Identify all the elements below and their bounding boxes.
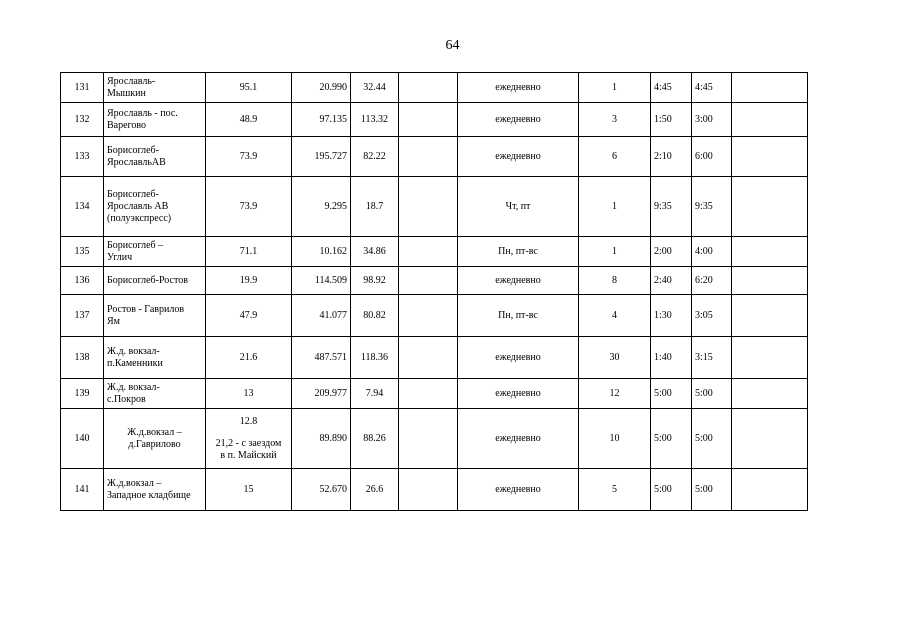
route-name-cell: [104, 379, 206, 409]
empty-cell: [399, 137, 458, 177]
table-row: [61, 73, 808, 103]
route-length-text: 19.9: [239, 274, 258, 286]
route-number-cell: [61, 73, 104, 103]
route-time2-text: 4:45: [695, 81, 713, 93]
empty-cell: [399, 103, 458, 137]
extra-cell: [732, 103, 808, 137]
route-number-cell: [61, 379, 104, 409]
route-days-text: Пн, пт-вс: [498, 245, 538, 257]
route-time1-cell: [651, 295, 692, 337]
route-number-cell: [61, 103, 104, 137]
route-length-note: 21,2 - с заездом в п. Майский: [215, 437, 282, 461]
route-number-cell: [61, 267, 104, 295]
table-row: [61, 237, 808, 267]
route-cost-text: 7.94: [365, 387, 384, 399]
route-value-cell: [292, 73, 351, 103]
route-days-text: ежедневно: [495, 351, 541, 363]
route-name-cell: [104, 469, 206, 511]
route-name-cell: [104, 177, 206, 237]
empty-cell: [399, 73, 458, 103]
route-name-cell: [104, 409, 206, 469]
route-number-cell: [61, 409, 104, 469]
route-name-cell: [104, 337, 206, 379]
route-days-cell: [458, 73, 579, 103]
route-time2-text: 3:00: [695, 113, 713, 125]
page-number: 64: [445, 38, 460, 53]
route-trips-cell: [579, 103, 651, 137]
routes-table-body: [61, 73, 808, 511]
route-cost-cell: [351, 469, 399, 511]
route-length-text: 71.1: [239, 245, 258, 257]
route-time1-cell: [651, 409, 692, 469]
route-time2-cell: [692, 267, 732, 295]
route-name-text: Ж.д.вокзал – Западное кладбище: [107, 477, 191, 501]
route-length-cell: [206, 103, 292, 137]
route-cost-cell: [351, 177, 399, 237]
route-time1-text: 2:40: [654, 274, 672, 286]
route-value-text: 20.990: [319, 81, 347, 93]
route-name-text: Борисоглеб – Углич: [107, 239, 164, 263]
empty-cell: [399, 379, 458, 409]
route-number-text: 131: [74, 81, 90, 93]
route-name-cell: [104, 267, 206, 295]
table-row: [61, 409, 808, 469]
route-time2-text: 6:00: [695, 150, 713, 162]
route-time1-cell: [651, 137, 692, 177]
route-length-cell: [206, 73, 292, 103]
route-trips-cell: [579, 337, 651, 379]
route-time1-text: 5:00: [654, 387, 672, 399]
route-days-text: ежедневно: [495, 432, 541, 444]
extra-cell: [732, 295, 808, 337]
route-cost-cell: [351, 237, 399, 267]
route-name-cell: [104, 237, 206, 267]
route-trips-cell: [579, 237, 651, 267]
route-number-cell: [61, 137, 104, 177]
route-number-text: 132: [74, 113, 90, 125]
empty-cell: [399, 267, 458, 295]
route-time2-text: 5:00: [695, 483, 713, 495]
route-cost-cell: [351, 267, 399, 295]
empty-cell: [399, 295, 458, 337]
route-time1-cell: [651, 337, 692, 379]
route-days-text: Пн, пт-вс: [498, 309, 538, 321]
route-time1-text: 1:30: [654, 309, 672, 321]
route-number-cell: [61, 469, 104, 511]
route-time2-cell: [692, 73, 732, 103]
route-time1-cell: [651, 237, 692, 267]
table-row: [61, 137, 808, 177]
route-cost-text: 88.26: [363, 432, 386, 444]
route-number-cell: [61, 177, 104, 237]
route-days-text: ежедневно: [495, 113, 541, 125]
route-value-text: 52.670: [319, 483, 347, 495]
route-time2-text: 6:20: [695, 274, 713, 286]
route-time1-cell: [651, 379, 692, 409]
route-trips-text: 1: [612, 200, 617, 212]
table-row: [61, 469, 808, 511]
route-days-cell: [458, 137, 579, 177]
extra-cell: [732, 337, 808, 379]
route-value-cell: [292, 103, 351, 137]
empty-cell: [399, 469, 458, 511]
table-row: [61, 295, 808, 337]
route-days-cell: [458, 103, 579, 137]
route-time2-cell: [692, 177, 732, 237]
route-days-cell: [458, 237, 579, 267]
route-time2-cell: [692, 103, 732, 137]
route-time1-cell: [651, 469, 692, 511]
route-days-text: ежедневно: [495, 483, 541, 495]
route-name-text: Ярославль- Мышкин: [107, 75, 156, 99]
empty-cell: [399, 177, 458, 237]
route-value-cell: [292, 267, 351, 295]
route-value-text: 10.162: [319, 245, 347, 257]
route-trips-cell: [579, 295, 651, 337]
route-time1-text: 5:00: [654, 483, 672, 495]
route-days-text: ежедневно: [495, 387, 541, 399]
route-trips-text: 1: [612, 81, 617, 93]
route-days-cell: [458, 409, 579, 469]
route-name-cell: [104, 295, 206, 337]
extra-cell: [732, 409, 808, 469]
route-time1-text: 1:50: [654, 113, 672, 125]
route-trips-text: 5: [612, 483, 617, 495]
empty-cell: [399, 337, 458, 379]
route-value-cell: [292, 237, 351, 267]
extra-cell: [732, 469, 808, 511]
route-name-text: Ж.д.вокзал – д.Гаврилово: [127, 426, 182, 450]
route-number-text: 136: [74, 274, 90, 286]
route-cost-text: 18.7: [365, 200, 384, 212]
route-length-value: 12.8: [239, 415, 258, 427]
route-cost-cell: [351, 137, 399, 177]
route-value-cell: [292, 379, 351, 409]
route-name-cell: [104, 103, 206, 137]
route-time2-text: 3:15: [695, 351, 713, 363]
route-time2-cell: [692, 379, 732, 409]
route-time1-cell: [651, 177, 692, 237]
route-value-text: 97.135: [319, 113, 347, 125]
route-days-cell: [458, 469, 579, 511]
route-time1-cell: [651, 267, 692, 295]
route-time1-text: 2:10: [654, 150, 672, 162]
route-time2-cell: [692, 409, 732, 469]
route-length-text: 73.9: [239, 150, 258, 162]
table-row: [61, 103, 808, 137]
route-cost-text: 34.86: [363, 245, 386, 257]
route-time2-cell: [692, 337, 732, 379]
route-time2-cell: [692, 469, 732, 511]
empty-cell: [399, 409, 458, 469]
route-name-cell: [104, 137, 206, 177]
route-days-text: ежедневно: [495, 81, 541, 93]
route-days-text: Чт, пт: [505, 200, 531, 212]
route-length-text: 15: [243, 483, 254, 495]
route-value-cell: [292, 177, 351, 237]
route-name-text: Ярославль - пос. Варегово: [107, 107, 178, 131]
route-cost-cell: [351, 337, 399, 379]
route-name-text: Ж.д. вокзал- п.Каменники: [107, 345, 163, 369]
routes-table: [60, 72, 808, 511]
route-length-text: 13: [243, 387, 254, 399]
route-cost-cell: [351, 73, 399, 103]
table-row: [61, 379, 808, 409]
route-value-cell: [292, 337, 351, 379]
route-length-cell: [206, 237, 292, 267]
extra-cell: [732, 237, 808, 267]
route-trips-text: 8: [612, 274, 617, 286]
route-value-cell: [292, 137, 351, 177]
route-trips-cell: [579, 73, 651, 103]
route-number-cell: [61, 337, 104, 379]
route-cost-text: 118.36: [360, 351, 389, 363]
route-time1-text: 4:45: [654, 81, 672, 93]
route-value-text: 89.890: [319, 432, 347, 444]
route-days-cell: [458, 177, 579, 237]
route-cost-text: 82.22: [363, 150, 386, 162]
route-time2-cell: [692, 137, 732, 177]
route-value-cell: [292, 295, 351, 337]
route-trips-text: 12: [609, 387, 620, 399]
route-cost-cell: [351, 295, 399, 337]
table-row: [61, 267, 808, 295]
route-days-cell: [458, 379, 579, 409]
route-length-text: 21.6: [239, 351, 258, 363]
route-length-cell: [206, 409, 292, 469]
route-time1-cell: [651, 103, 692, 137]
route-length-cell: [206, 267, 292, 295]
route-name-cell: [104, 73, 206, 103]
route-trips-text: 3: [612, 113, 617, 125]
route-time1-text: 2:00: [654, 245, 672, 257]
route-number-text: 141: [74, 483, 90, 495]
route-cost-text: 113.32: [360, 113, 389, 125]
route-cost-cell: [351, 409, 399, 469]
route-value-text: 487.571: [314, 351, 347, 363]
route-length-cell: [206, 137, 292, 177]
route-number-text: 133: [74, 150, 90, 162]
route-number-text: 137: [74, 309, 90, 321]
route-time1-text: 9:35: [654, 200, 672, 212]
route-trips-text: 1: [612, 245, 617, 257]
route-length-cell: [206, 379, 292, 409]
route-name-text: Борисоглеб- Ярославль АВ (полуэкспресс): [107, 188, 172, 224]
extra-cell: [732, 267, 808, 295]
route-value-text: 114.509: [314, 274, 347, 286]
route-time2-cell: [692, 295, 732, 337]
route-trips-cell: [579, 469, 651, 511]
route-number-text: 135: [74, 245, 90, 257]
route-number-text: 138: [74, 351, 90, 363]
empty-cell: [399, 237, 458, 267]
route-days-cell: [458, 337, 579, 379]
extra-cell: [732, 379, 808, 409]
route-days-text: ежедневно: [495, 150, 541, 162]
route-days-cell: [458, 267, 579, 295]
route-trips-cell: [579, 267, 651, 295]
route-number-text: 140: [74, 432, 90, 444]
route-cost-text: 32.44: [363, 81, 386, 93]
route-number-cell: [61, 295, 104, 337]
route-trips-cell: [579, 137, 651, 177]
route-trips-text: 10: [609, 432, 620, 444]
route-cost-text: 80.82: [363, 309, 386, 321]
route-length-cell: [206, 295, 292, 337]
route-trips-text: 6: [612, 150, 617, 162]
route-length-cell: [206, 337, 292, 379]
route-time2-text: 5:00: [695, 387, 713, 399]
route-value-text: 41.077: [319, 309, 347, 321]
route-name-text: Борисоглеб- ЯрославльАВ: [107, 144, 166, 168]
extra-cell: [732, 137, 808, 177]
extra-cell: [732, 177, 808, 237]
route-time1-cell: [651, 73, 692, 103]
route-name-text: Ж.д. вокзал- с.Покров: [107, 381, 160, 405]
route-time2-text: 5:00: [695, 432, 713, 444]
route-length-text: 95.1: [239, 81, 258, 93]
route-length-cell: [206, 469, 292, 511]
route-value-cell: [292, 409, 351, 469]
extra-cell: [732, 73, 808, 103]
route-days-text: ежедневно: [495, 274, 541, 286]
route-trips-text: 4: [612, 309, 617, 321]
route-value-text: 195.727: [314, 150, 347, 162]
route-name-text: Борисоглеб-Ростов: [107, 274, 188, 286]
route-time1-text: 5:00: [654, 432, 672, 444]
route-number-text: 134: [74, 200, 90, 212]
route-time1-text: 1:40: [654, 351, 672, 363]
route-cost-text: 26.6: [365, 483, 384, 495]
route-trips-cell: [579, 409, 651, 469]
route-length-text: 47.9: [239, 309, 258, 321]
route-time2-text: 3:05: [695, 309, 713, 321]
route-name-text: Ростов - Гаврилов Ям: [107, 303, 185, 327]
route-number-cell: [61, 237, 104, 267]
route-time2-cell: [692, 237, 732, 267]
route-value-text: 209.977: [314, 387, 347, 399]
route-length-text: 73.9: [239, 200, 258, 212]
route-length-cell: [206, 177, 292, 237]
route-number-text: 139: [74, 387, 90, 399]
route-value-cell: [292, 469, 351, 511]
route-value-text: 9.295: [324, 200, 347, 212]
route-cost-cell: [351, 103, 399, 137]
route-length-text: 48.9: [239, 113, 258, 125]
route-trips-cell: [579, 379, 651, 409]
route-trips-text: 30: [609, 351, 620, 363]
route-time2-text: 4:00: [695, 245, 713, 257]
route-trips-cell: [579, 177, 651, 237]
route-cost-text: 98.92: [363, 274, 386, 286]
table-row: [61, 337, 808, 379]
route-cost-cell: [351, 379, 399, 409]
route-days-cell: [458, 295, 579, 337]
route-time2-text: 9:35: [695, 200, 713, 212]
table-row: [61, 177, 808, 237]
